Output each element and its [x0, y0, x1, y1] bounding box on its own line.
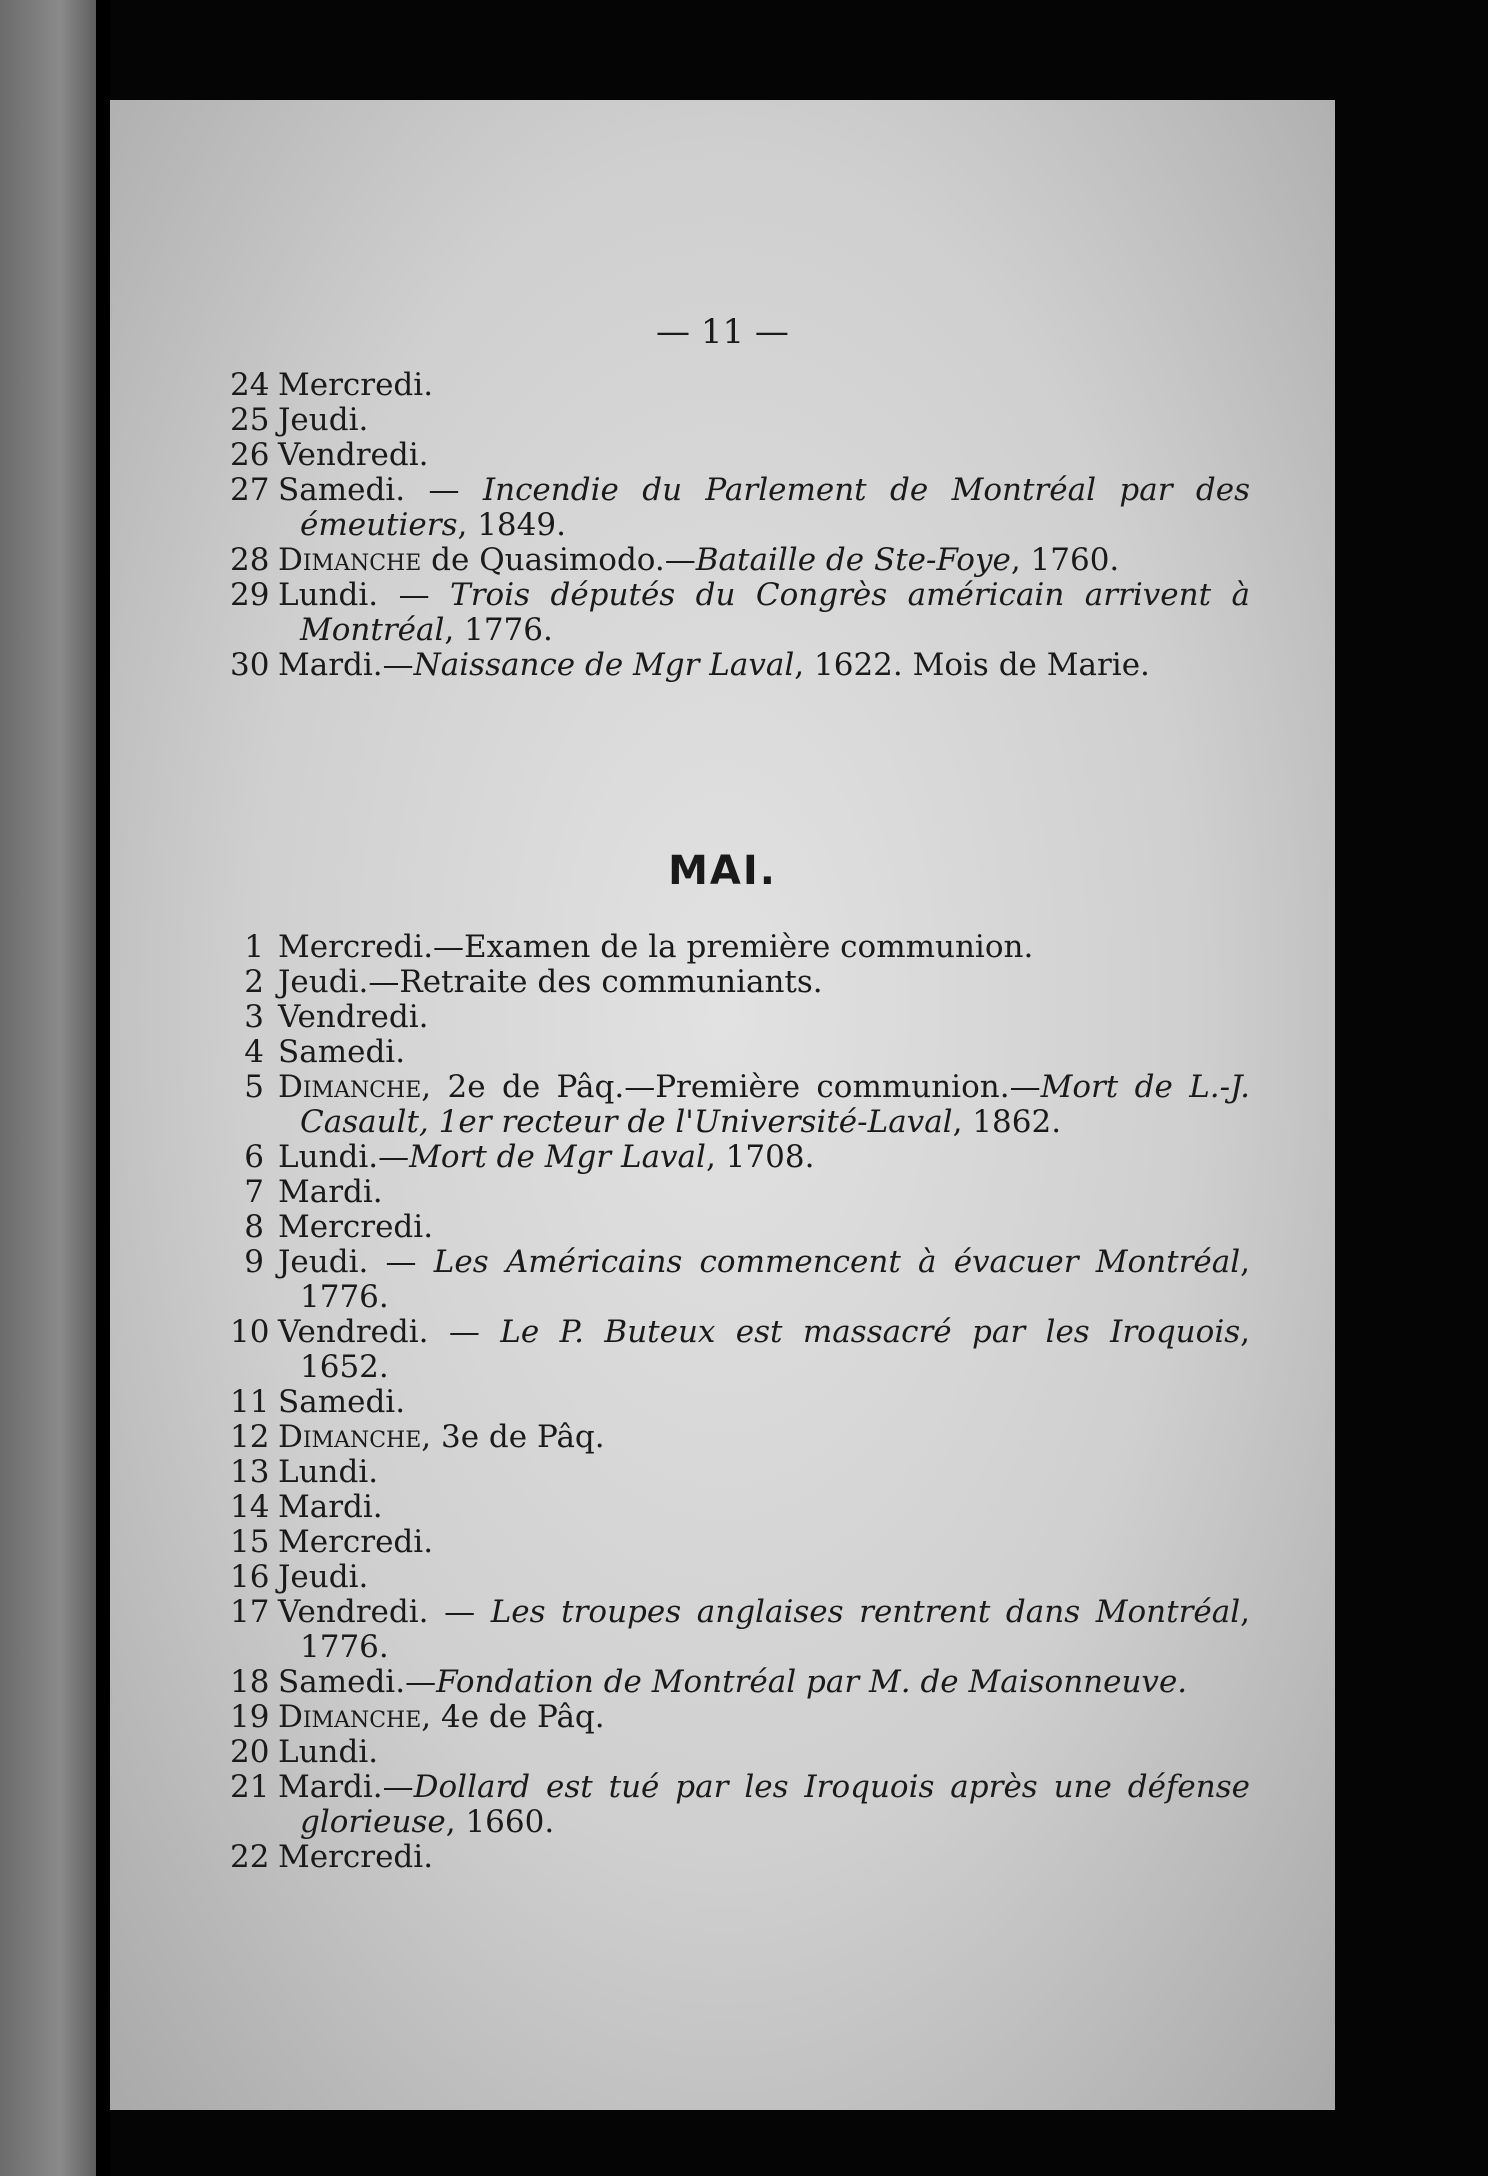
- calendar-entry: [230, 1070, 1250, 1140]
- entry-day-number: 13: [230, 1454, 270, 1490]
- entry-day-name: Samedi.—: [278, 1664, 437, 1700]
- entry-day-number: 12: [230, 1419, 270, 1455]
- entry-text: [278, 1420, 1250, 1455]
- calendar-entry: [230, 1385, 1250, 1420]
- calendar-entry: [230, 1665, 1250, 1700]
- entry-day-name: Samedi.: [278, 1384, 406, 1420]
- entry-day-name: Mercredi.: [278, 1209, 434, 1245]
- entry-day-number: 25: [230, 402, 270, 438]
- scan-margin: [0, 0, 100, 2176]
- scan-edge-rule: [96, 0, 110, 2176]
- entry-text: [278, 1840, 1250, 1875]
- entry-text: [278, 1595, 1250, 1665]
- entry-text: [278, 1455, 1250, 1490]
- calendar-entry: [230, 543, 1250, 578]
- entry-text: [278, 543, 1250, 578]
- entry-text: [278, 578, 1250, 648]
- entry-day-number: 18: [230, 1664, 270, 1700]
- calendar-entry: [230, 1420, 1250, 1455]
- entry-historical-note: Naissance de Mgr Laval: [413, 647, 795, 683]
- entry-historical-note: Les troupes anglaises rentrent dans Montréal: [490, 1594, 1241, 1630]
- entry-day-name: Lundi. —: [278, 577, 451, 613]
- calendar-entry: [230, 1035, 1250, 1070]
- entry-day-name: Jeudi.: [278, 1559, 369, 1595]
- entry-suffix: , 1708.: [705, 1139, 815, 1175]
- entry-suffix: , 1776.: [444, 612, 553, 648]
- entry-day-number: 9: [244, 1244, 264, 1280]
- entry-day-name: Vendredi.: [278, 437, 429, 473]
- entry-dimanche: Dimanche: [278, 1699, 422, 1735]
- entry-text: [278, 1035, 1250, 1070]
- calendar-entry: [230, 648, 1250, 683]
- calendar-entry: [230, 438, 1250, 473]
- entry-day-name: Lundi.: [278, 1734, 379, 1770]
- entry-text: [278, 438, 1250, 473]
- entry-day-name: Vendredi. —: [278, 1314, 501, 1350]
- entry-day-name: Jeudi.: [278, 402, 369, 438]
- month-heading-mai: MAI.: [668, 848, 777, 894]
- entry-text: [278, 1000, 1250, 1035]
- entry-day-name: Lundi.—: [278, 1139, 410, 1175]
- entry-suffix: , 1652.: [300, 1314, 1250, 1385]
- calendar-entry: [230, 368, 1250, 403]
- entry-day-name: Mercredi.—Examen de la première communion.: [278, 929, 1034, 965]
- entry-day-number: 2: [244, 964, 264, 1000]
- entry-text: [278, 1385, 1250, 1420]
- calendar-entry: [230, 473, 1250, 543]
- calendar-entry: [230, 1735, 1250, 1770]
- calendar-entry: [230, 1175, 1250, 1210]
- entry-day-name: Lundi.: [278, 1454, 379, 1490]
- entry-historical-note: Dollard est tué par les Iroquois après une défense glorieuse: [300, 1769, 1250, 1840]
- entry-text: [278, 965, 1250, 1000]
- page-number: — 11 —: [656, 312, 789, 352]
- entry-suffix: , 1776.: [300, 1244, 1250, 1315]
- entry-day-number: 29: [230, 577, 270, 613]
- entry-day-number: 1: [244, 929, 264, 965]
- entry-historical-note: Les Américains commencent à évacuer Montréal: [433, 1244, 1241, 1280]
- entry-day-name: Mardi.: [278, 1174, 383, 1210]
- entry-text: [278, 1525, 1250, 1560]
- calendar-entry: [230, 1525, 1250, 1560]
- entry-dimanche: Dimanche: [278, 1069, 422, 1105]
- entry-text: [278, 1770, 1250, 1840]
- entry-suffix: , 1760.: [1010, 542, 1120, 578]
- calendar-entry: [230, 1245, 1250, 1315]
- entry-day-number: 26: [230, 437, 270, 473]
- entry-historical-note: Mort de L.-J. Casault, 1er recteur de l'Université-Laval: [300, 1069, 1250, 1140]
- entry-day-name: Jeudi.—Retraite des communiants.: [278, 964, 823, 1000]
- calendar-entry: [230, 1595, 1250, 1665]
- calendar-entry: [230, 1700, 1250, 1735]
- entry-day-number: 3: [244, 999, 264, 1035]
- calendar-entry: [230, 1315, 1250, 1385]
- calendar-entry: [230, 578, 1250, 648]
- entry-suffix: , 1849.: [457, 507, 566, 543]
- entry-day-number: 30: [230, 647, 270, 683]
- entry-text: [278, 1140, 1250, 1175]
- entry-day-name: Mercredi.: [278, 1524, 434, 1560]
- entry-suffix: , 3e de Pâq.: [421, 1419, 605, 1455]
- entry-day-number: 6: [244, 1139, 264, 1175]
- entry-text: [278, 1070, 1250, 1140]
- entry-day-number: 27: [230, 472, 270, 508]
- entry-day-name: de Quasimodo.—: [421, 542, 696, 578]
- entry-day-name: Mercredi.: [278, 367, 434, 403]
- entry-text: [278, 1315, 1250, 1385]
- entry-text: [278, 1175, 1250, 1210]
- document-page: [110, 100, 1335, 2110]
- entry-day-number: 5: [244, 1069, 264, 1105]
- entry-suffix: , 1622. Mois de Marie.: [794, 647, 1150, 683]
- entry-day-number: 21: [230, 1769, 270, 1805]
- calendar-entry: [230, 1840, 1250, 1875]
- calendar-entry: [230, 1210, 1250, 1245]
- entry-day-number: 20: [230, 1734, 270, 1770]
- entry-day-number: 4: [244, 1034, 264, 1070]
- entry-day-number: 16: [230, 1559, 270, 1595]
- calendar-entry: [230, 965, 1250, 1000]
- entry-day-number: 7: [244, 1174, 264, 1210]
- entry-day-name: Mardi.—: [278, 1769, 414, 1805]
- entry-day-name: Samedi. —: [278, 472, 483, 508]
- entry-historical-note: Bataille de Ste-Foye: [695, 542, 1011, 578]
- entry-text: [278, 473, 1250, 543]
- entry-dimanche: Dimanche: [278, 542, 422, 578]
- entry-suffix: , 1862.: [952, 1104, 1062, 1140]
- entry-day-number: 24: [230, 367, 270, 403]
- entry-day-name: Samedi.: [278, 1034, 406, 1070]
- april-entries: [230, 368, 1250, 683]
- entry-day-number: 17: [230, 1594, 270, 1630]
- entry-historical-note: Le P. Buteux est massacré par les Iroquois: [500, 1314, 1241, 1350]
- entry-suffix: , 1660.: [445, 1804, 555, 1840]
- entry-day-number: 11: [230, 1384, 270, 1420]
- entry-historical-note: Trois députés du Congrès américain arrivent à Montréal: [300, 577, 1251, 648]
- entry-day-number: 14: [230, 1489, 270, 1525]
- entry-historical-note: Fondation de Montréal par M. de Maisonneuve.: [436, 1664, 1188, 1700]
- entry-day-number: 22: [230, 1839, 270, 1875]
- entry-text: [278, 403, 1250, 438]
- calendar-entry: [230, 1490, 1250, 1525]
- entry-text: [278, 1735, 1250, 1770]
- entry-text: [278, 368, 1250, 403]
- entry-suffix: , 1776.: [300, 1594, 1250, 1665]
- calendar-entry: [230, 930, 1250, 965]
- entry-day-number: 10: [230, 1314, 270, 1350]
- entry-day-number: 19: [230, 1699, 270, 1735]
- entry-text: [278, 648, 1250, 683]
- entry-text: [278, 1210, 1250, 1245]
- entry-suffix: , 4e de Pâq.: [421, 1699, 605, 1735]
- entry-historical-note: Mort de Mgr Laval: [409, 1139, 706, 1175]
- entry-dimanche: Dimanche: [278, 1419, 422, 1455]
- entry-text: [278, 1490, 1250, 1525]
- entry-text: [278, 930, 1250, 965]
- entry-day-name: Jeudi. —: [278, 1244, 434, 1280]
- calendar-entry: [230, 1140, 1250, 1175]
- entry-text: [278, 1560, 1250, 1595]
- entry-day-number: 28: [230, 542, 270, 578]
- entry-historical-note: Incendie du Parlement de Montréal par des émeutiers: [300, 472, 1251, 543]
- entry-day-name: Mercredi.: [278, 1839, 434, 1875]
- calendar-entry: [230, 403, 1250, 438]
- calendar-entry: [230, 1560, 1250, 1595]
- calendar-entry: [230, 1000, 1250, 1035]
- entry-day-name: , 2e de Pâq.—Première communion.—: [421, 1069, 1041, 1105]
- entry-text: [278, 1245, 1250, 1315]
- entry-day-number: 15: [230, 1524, 270, 1560]
- entry-text: [278, 1665, 1250, 1700]
- entry-text: [278, 1700, 1250, 1735]
- entry-day-name: Mardi.—: [278, 647, 414, 683]
- calendar-entry: [230, 1455, 1250, 1490]
- entry-day-name: Vendredi. —: [278, 1594, 491, 1630]
- entry-day-name: Mardi.: [278, 1489, 383, 1525]
- may-entries: [230, 930, 1250, 1875]
- entry-day-name: Vendredi.: [278, 999, 429, 1035]
- calendar-entry: [230, 1770, 1250, 1840]
- entry-day-number: 8: [244, 1209, 264, 1245]
